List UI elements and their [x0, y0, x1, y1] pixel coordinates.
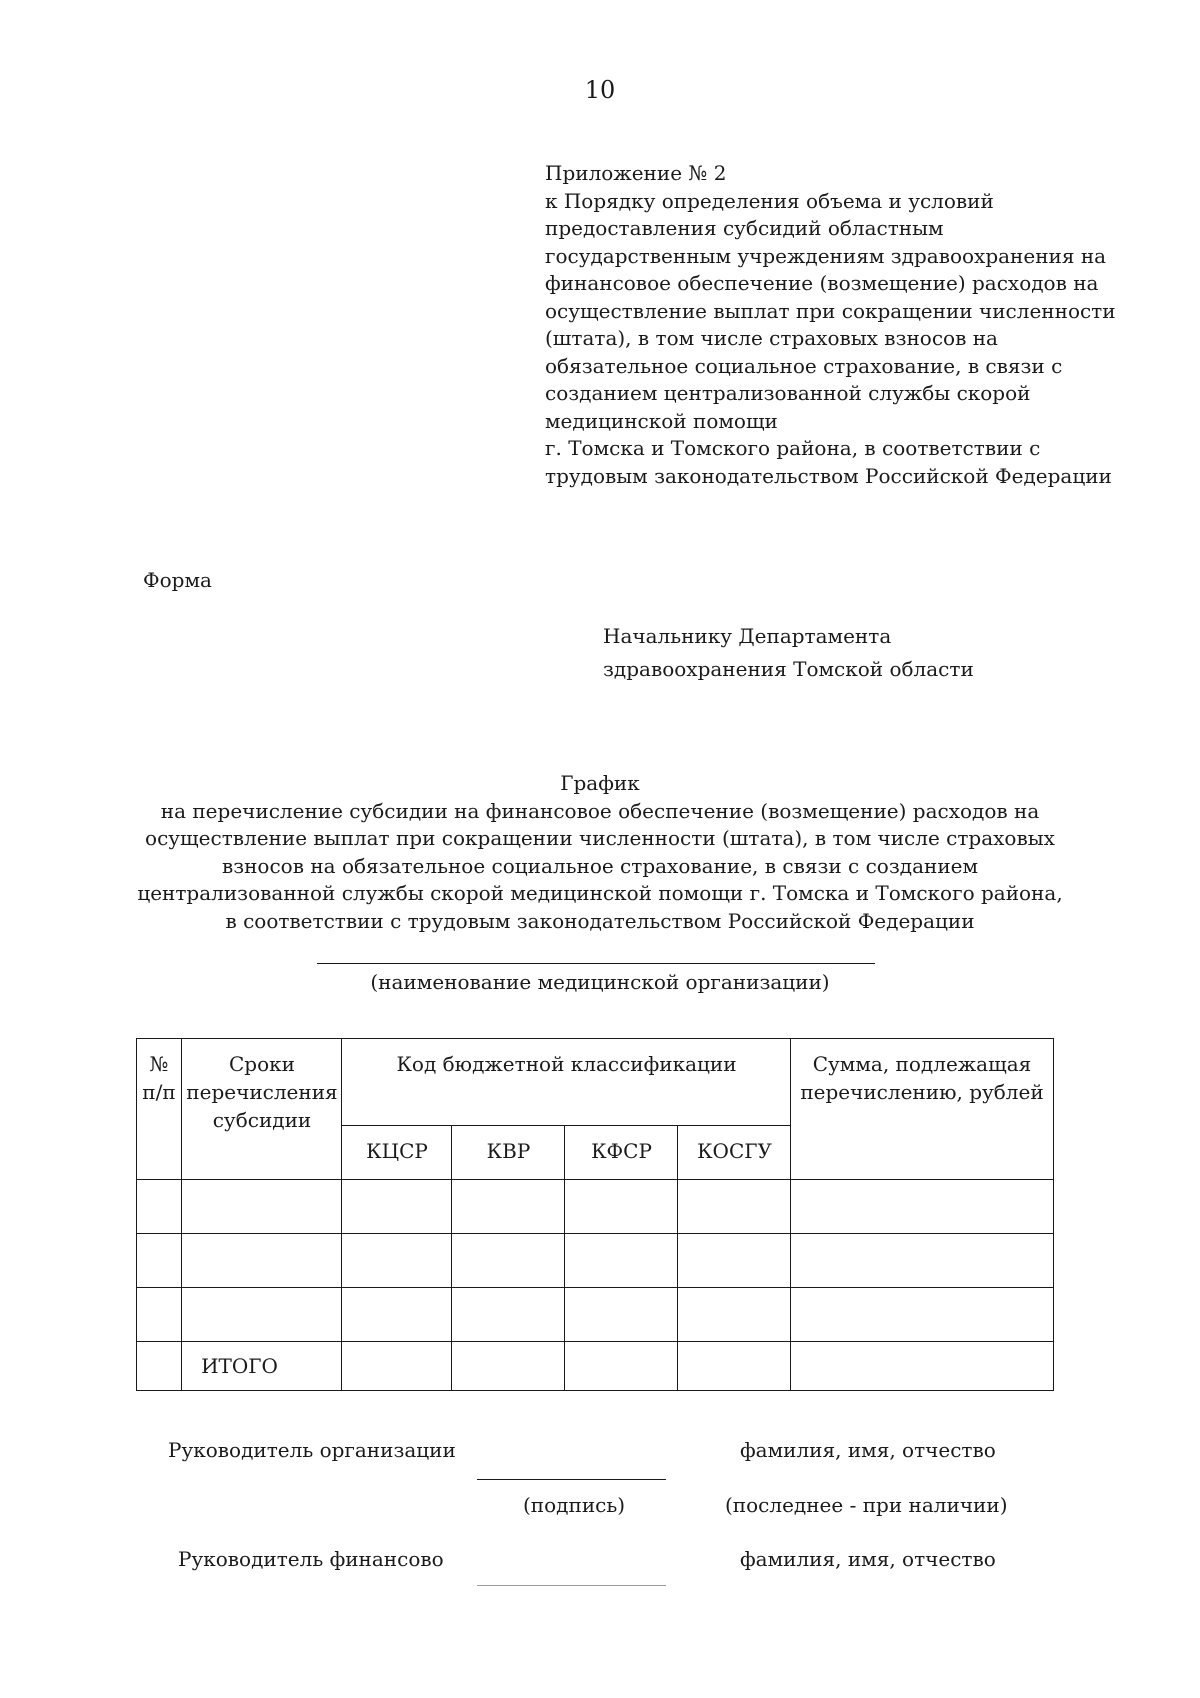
subheader-kosgu: КОСГУ — [697, 1139, 772, 1163]
annex-line: к Порядку определения объема и условий — [545, 188, 994, 213]
table-hline — [341, 1125, 790, 1126]
subheader-kfsr: КФСР — [591, 1139, 652, 1163]
annex-line: предоставления субсидий областным — [545, 216, 944, 240]
schedule-line: взносов на обязательное социальное страхование, в связи с созданием — [221, 853, 979, 878]
schedule-line: осуществление выплат при сокращении численности (штата), в том числе страховых — [145, 826, 1055, 850]
header-terms-line: субсидии — [212, 1108, 312, 1132]
header-terms-line: перечисления — [186, 1080, 338, 1104]
annex-line: обязательное социальное страхование, в связи с — [545, 353, 1063, 378]
annex-line: государственным учреждениям здравоохранения на — [545, 243, 1107, 268]
schedule-line: на перечисление субсидии на финансовое обеспечение (возмещение) расходов на — [160, 798, 1040, 823]
table-hline — [137, 1179, 1053, 1180]
header-amount — [791, 1050, 1053, 1106]
total-label: ИТОГО — [201, 1354, 278, 1378]
subheader-kcsr: КЦСР — [366, 1139, 428, 1163]
table-hline — [137, 1341, 1053, 1342]
schedule-line: в соответствии с трудовым законодательством Российской Федерации — [225, 908, 975, 933]
header-number-line: № — [149, 1052, 169, 1076]
signature-line-2 — [477, 1585, 666, 1586]
table-hline — [137, 1233, 1053, 1234]
subheader-kvr: КВР — [486, 1139, 531, 1163]
annex-line: созданием централизованной службы скорой — [545, 381, 1031, 405]
header-terms — [182, 1050, 342, 1134]
header-terms-line: Сроки — [229, 1052, 295, 1076]
table-hline — [137, 1287, 1053, 1288]
annex-line: медицинской помощи — [545, 408, 778, 433]
schedule-line: централизованной службы скорой медицинской помощи г. Томска и Томского района, — [137, 881, 1063, 905]
annex-line: г. Томска и Томского района, в соответствии с — [545, 436, 1041, 460]
header-budget-classification-label: Код бюджетной классификации — [396, 1052, 737, 1076]
annex-line: финансовое обеспечение (возмещение) расходов на — [545, 271, 1099, 295]
signature-line — [477, 1479, 666, 1480]
header-amount-line: перечислению, рублей — [800, 1080, 1044, 1104]
header-number-line: п/п — [142, 1080, 176, 1104]
full-name-label-2: фамилия, имя, отчество — [740, 1547, 996, 1571]
schedule-title — [0, 770, 1200, 935]
annex-line: Приложение № 2 — [545, 161, 727, 185]
annex-line: (штата), в том числе страховых взносов на — [545, 326, 998, 350]
annex-header — [545, 160, 1116, 490]
full-name-label: фамилия, имя, отчество — [740, 1438, 996, 1462]
signature-caption: (подпись) — [523, 1493, 626, 1517]
schedule-heading: График — [560, 771, 640, 795]
addressee-line: Начальнику Департамента — [603, 624, 892, 648]
annex-line: осуществление выплат при сокращении численности — [545, 298, 1116, 323]
organization-name-caption: (наименование медицинской организации) — [370, 970, 830, 994]
annex-line: трудовым законодательством Российской Федерации — [545, 463, 1112, 488]
patronymic-note: (последнее - при наличии) — [725, 1493, 1008, 1517]
header-budget-classification — [342, 1050, 791, 1078]
head-of-organization-label: Руководитель организации — [168, 1438, 456, 1462]
organization-name-line — [317, 963, 875, 964]
addressee — [603, 620, 974, 686]
page-number: 10 — [584, 76, 616, 104]
addressee-line: здравоохранения Томской области — [603, 657, 974, 681]
head-of-finance-label: Руководитель финансово — [178, 1547, 444, 1571]
header-number — [137, 1050, 181, 1106]
header-amount-line: Сумма, подлежащая — [812, 1052, 1032, 1076]
form-label: Форма — [143, 568, 212, 592]
